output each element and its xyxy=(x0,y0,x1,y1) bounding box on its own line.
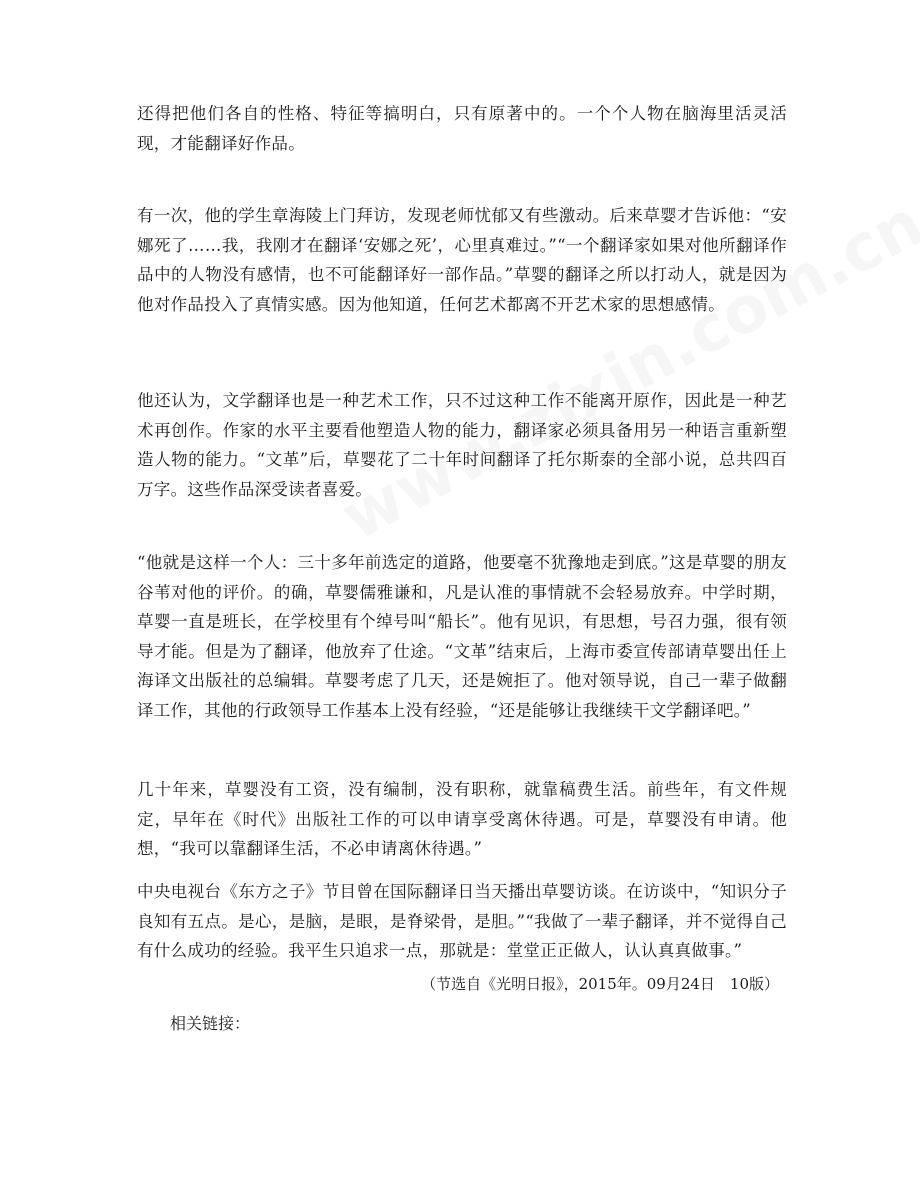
paragraph-4: “他就是这样一个人：三十多年前选定的道路，他要毫不犹豫地走到底。”这是草婴的朋友谷苇对他的评价。的确，草婴儒雅谦和，凡是认准的事情就不会轻易放弃。中学时期，草婴一直是班长，在学校里有个绰号叫“船长”。他有见识，有思想，号召力强，很有领导才能。但是为了翻译，他放弃了仕途。“文革”结束后，上海市委宣传部请草婴出任上海译文出版社的总编辑。草婴考虑了几天，还是婉拒了。他对领导说，自己一辈子做翻译工作，其他的行政领导工作基本上没有经验，“还是能够让我继续干文学翻译吧。” xyxy=(137,553,787,720)
paragraph-6: 中央电视台《东方之子》节目曾在国际翻译日当天播出草婴访谈。在访谈中，“知识分子良知有五点。是心，是脑，是眼，是脊梁骨，是胆。”“我做了一辈子翻译，并不觉得自己有什么成功的经验。我平生只追求一点，那就是：堂堂正正做人，认认真真做事。” xyxy=(137,882,787,961)
related-links-heading: 相关链接： xyxy=(170,1014,251,1033)
paragraph-3: 他还认为，文学翻译也是一种艺术工作，只不过这种工作不能离开原作，因此是一种艺术再创作。作家的水平主要看他塑造人物的能力，翻译家必须具备用另一种语言重新塑造人物的能力。“文革”后，草婴花了二十年时间翻译了托尔斯泰的全部小说，总共四百万字。这些作品深受读者喜爱。 xyxy=(137,391,787,499)
paragraph-5: 几十年来，草婴没有工资，没有编制，没有职称，就靠稿费生活。前些年，有文件规定，早年在《时代》出版社工作的可以申请享受离休待遇。可是，草婴没有申请。他想，“我可以靠翻译生活，不必申请离休待遇。” xyxy=(137,780,787,859)
source-citation: （节选自《光明日报》，2015年。09月24日 10版） xyxy=(421,975,779,993)
paragraph-2: 有一次，他的学生章海陵上门拜访，发现老师忧郁又有些激动。后来草婴才告诉他：“安娜死了……我，我刚才在翻译‘安娜之死’，心里真难过。”“一个翻译家如果对他所翻译作品中的人物没有感情，也不可能翻译好一部作品。”草婴的翻译之所以打动人，就是因为他对作品投入了真情实感。因为他知道，任何艺术都离不开艺术家的思想感情。 xyxy=(137,206,787,314)
paragraph-1: 还得把他们各自的性格、特征等搞明白，只有原著中的。一个个人物在脑海里活灵活现，才能翻译好作品。 xyxy=(137,104,787,153)
